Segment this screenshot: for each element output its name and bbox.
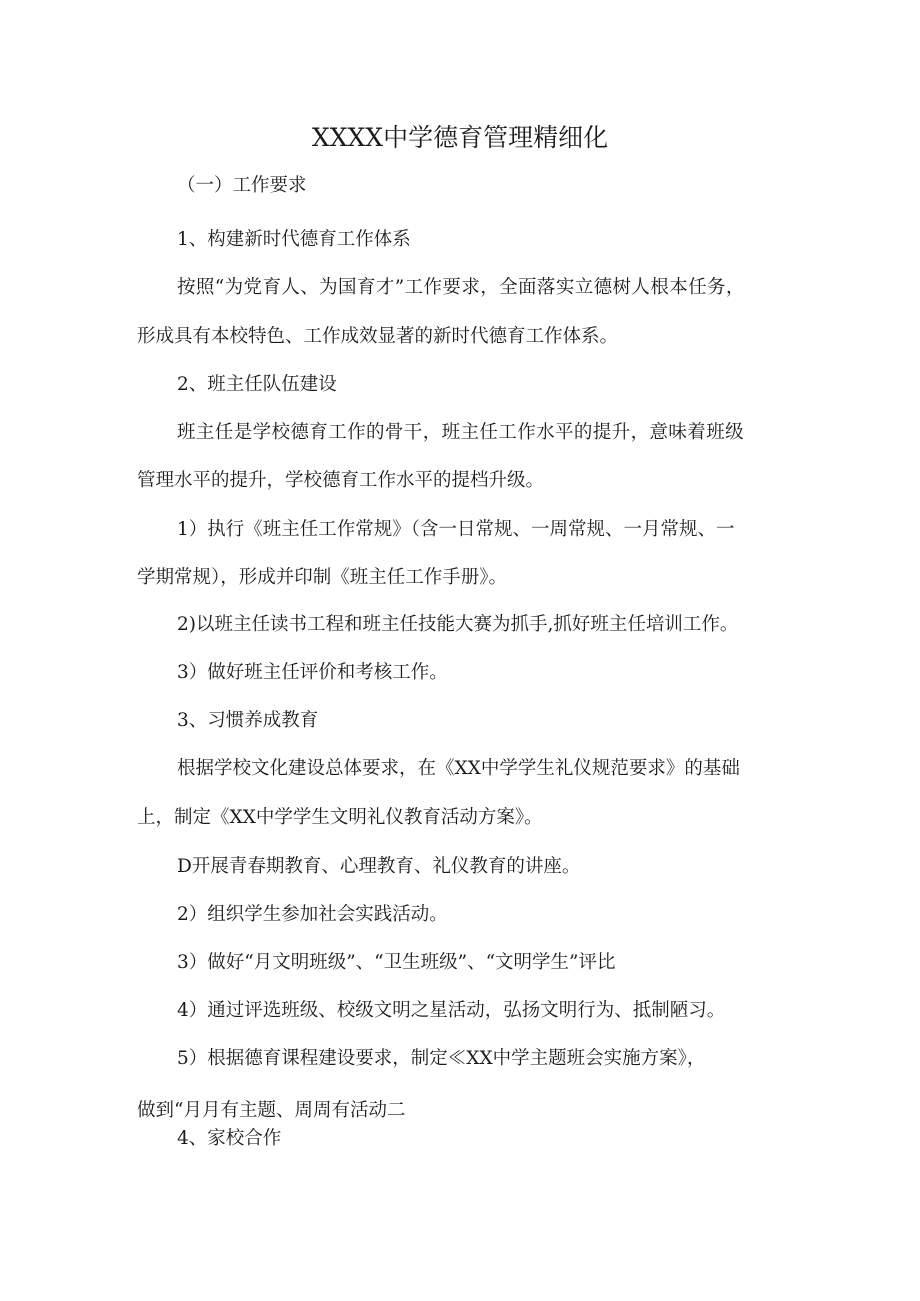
item-heading-head-teacher-team: 2、班主任队伍建设 [177, 374, 337, 395]
list-item-line: 2)以班主任读书工程和班主任技能大赛为抓手,抓好班主任培训工作。 [177, 614, 739, 635]
paragraph-line: 学期常规），形成并印制《班主任工作手册》。 [137, 567, 508, 588]
item-heading-moral-system: 1、构建新时代德育工作体系 [177, 229, 411, 250]
paragraph-line: 根据学校文化建设总体要求，在《XX中学学生礼仪规范要求》的基础 [177, 758, 740, 779]
paragraph-line: 形成具有本校特色、工作成效显著的新时代德育工作体系。 [137, 326, 619, 347]
list-item-line: 3）做好班主任评价和考核工作。 [177, 662, 448, 683]
item-heading-habit-education: 3、习惯养成教育 [177, 710, 319, 731]
paragraph-line: 管理水平的提升，学校德育工作水平的提档升级。 [137, 470, 545, 491]
list-item-line: D开展青春期教育、心理教育、礼仪教育的讲座。 [177, 856, 581, 877]
list-item-line: 5）根据德育课程建设要求，制定≪XX中学主题班会实施方案》， [177, 1048, 706, 1069]
list-item-line: 1）执行《班主任工作常规》（含一日常规、一周常规、一月常规、一 [177, 519, 735, 540]
paragraph-line: 按照“为党育人、为国育才”工作要求，全面落实立德树人根本任务， [177, 277, 745, 298]
paragraph-line: 班主任是学校德育工作的骨干，班主任工作水平的提升，意味着班级 [177, 422, 745, 443]
list-item-line: 4）通过评选班级、校级文明之星活动，弘扬文明行为、抵制陋习。 [177, 1000, 726, 1021]
section-heading-requirements: （一）工作要求 [177, 175, 307, 196]
paragraph-line: 做到“月月有主题、周周有活动二 [137, 1100, 406, 1121]
list-item-line: 3）做好“月文明班级”、“卫生班级”、“文明学生”评比 [177, 952, 616, 973]
list-item-line: 2）组织学生参加社会实践活动。 [177, 904, 448, 925]
document-title: XXXX中学德育管理精细化 [311, 123, 609, 152]
item-heading-home-school: 4、家校合作 [177, 1128, 282, 1149]
paragraph-line: 上，制定《XX中学学生文明礼仪教育活动方案》。 [137, 807, 543, 828]
